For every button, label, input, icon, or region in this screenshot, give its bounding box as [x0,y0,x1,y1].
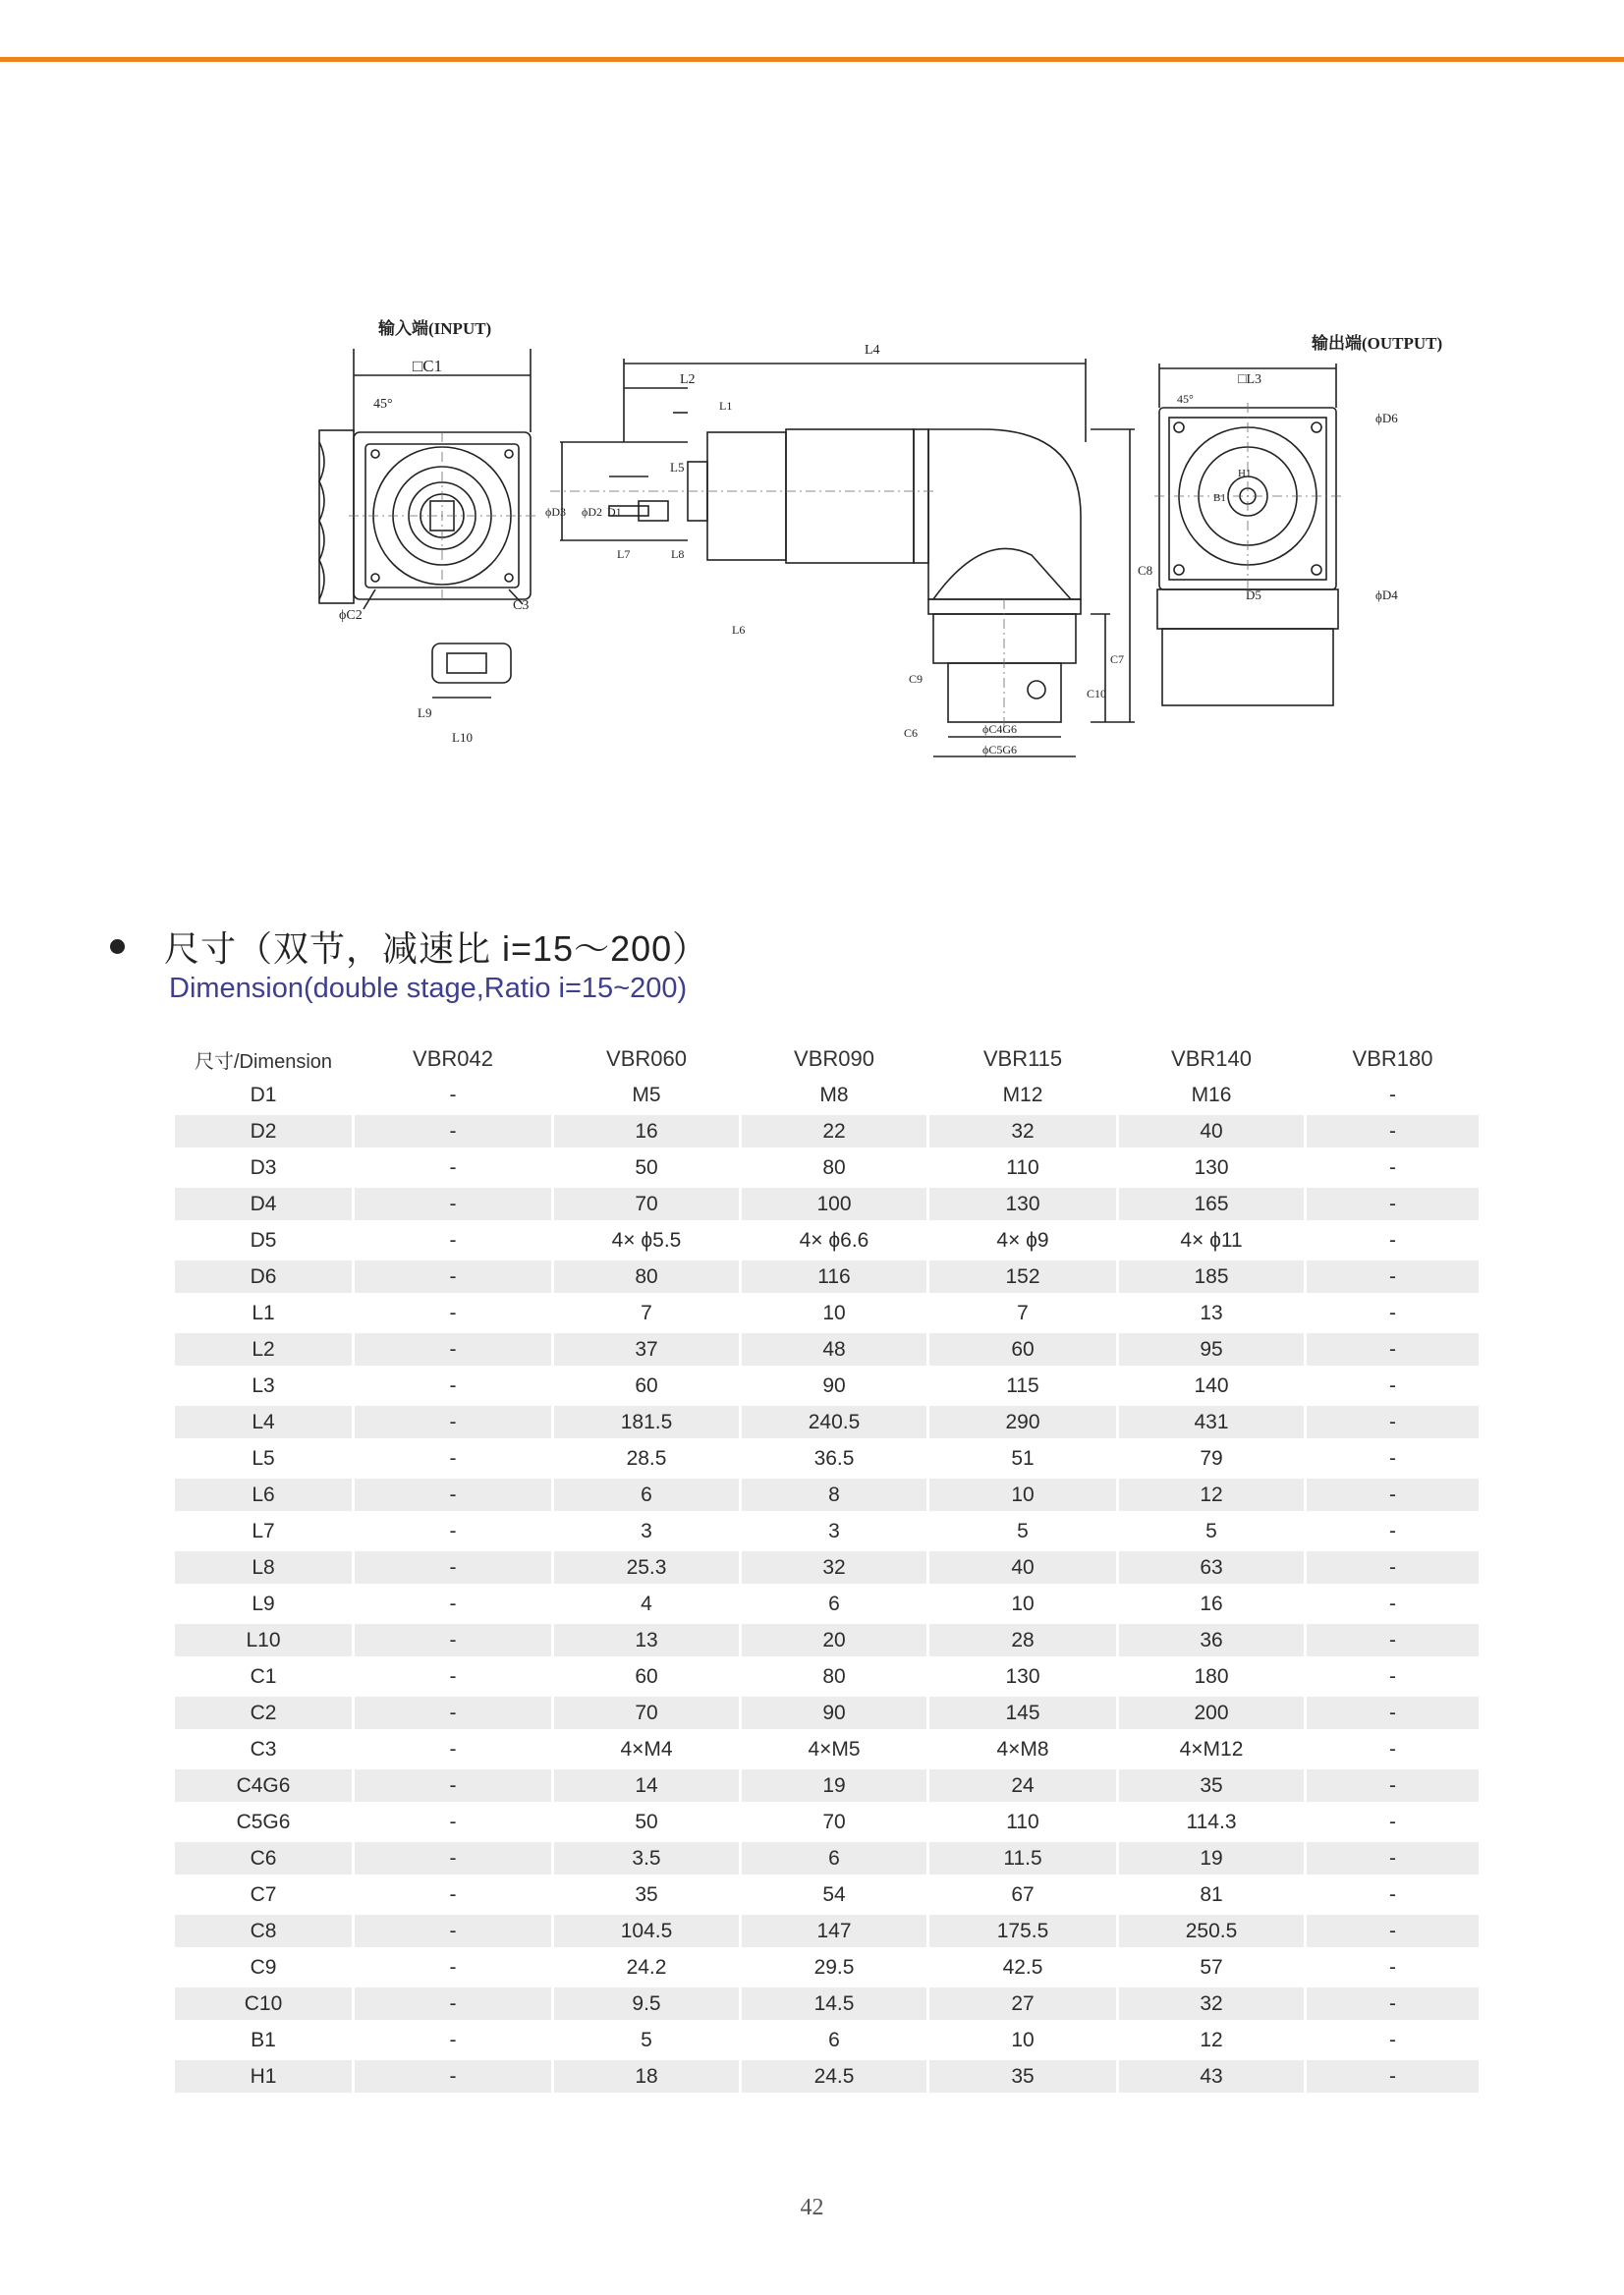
table-row [175,1697,1479,1729]
value-cell: 20 [742,1624,926,1656]
value-cell: 81 [1200,1882,1223,1906]
value-cell: - [1389,1737,1396,1761]
value-cell: 110 [1006,1810,1039,1833]
value-cell: 3 [828,1519,840,1542]
value-cell: 5 [641,2028,652,2051]
value-cell: - [1307,1188,1479,1220]
value-cell: - [355,1987,551,2020]
dimension-label-cell: L3 [252,1373,275,1397]
value-cell: - [449,1882,457,1906]
value-cell: 29.5 [813,1955,855,1979]
label-b1: B1 [1213,492,1226,504]
value-cell: 40 [1119,1115,1304,1148]
value-cell: M12 [1002,1083,1043,1106]
value-cell: 165 [1119,1188,1304,1220]
value-cell: - [449,1228,457,1252]
table-row [175,1333,1479,1366]
dimension-label-cell: D4 [175,1188,352,1220]
table-row [175,1551,1479,1584]
value-cell: - [1389,1664,1396,1688]
dimension-label-cell: C2 [175,1697,352,1729]
value-cell: 60 [635,1664,658,1688]
table-row [175,1769,1479,1802]
value-cell: 14 [554,1769,739,1802]
label-c7: C7 [1110,652,1125,666]
value-cell: 70 [554,1697,739,1729]
value-cell: 100 [742,1188,926,1220]
table-row [175,1987,1479,2020]
value-cell: - [1307,1769,1479,1802]
value-cell: 80 [554,1260,739,1293]
value-cell: - [355,1333,551,1366]
header-cell: VBR060 [606,1046,687,1071]
table-row [175,1151,1479,1184]
value-cell: 147 [742,1915,926,1947]
header-cell: VBR090 [794,1046,874,1071]
table-row [175,1624,1479,1656]
table-row [175,1079,1479,1111]
dimension-label-cell: C10 [175,1987,352,2020]
value-cell: - [355,1260,551,1293]
value-cell: 60 [635,1373,658,1397]
dimension-label-cell: C6 [175,1842,352,1875]
value-cell: 35 [929,2060,1116,2093]
value-cell: 12 [1200,2028,1223,2051]
value-cell: 130 [1194,1155,1229,1179]
value-cell: 48 [742,1333,926,1366]
label-l7: L7 [617,547,631,561]
dimension-label-cell: C9 [250,1955,277,1979]
label-angle-input: 45° [373,397,393,412]
heading-chinese: 尺寸（双节，减速比 i=15～200） [164,928,709,969]
table-row [175,1406,1479,1438]
header-cell: 尺寸/Dimension [194,1050,333,1073]
value-cell: - [1307,1624,1479,1656]
value-cell: - [1389,1882,1396,1906]
value-cell: 130 [1005,1664,1040,1688]
value-cell: 6 [742,1842,926,1875]
table-row [175,1588,1479,1620]
value-cell: 57 [1200,1955,1223,1979]
value-cell: 13 [1200,1301,1223,1324]
value-cell: 4×M8 [996,1737,1049,1761]
table-row [175,1115,1479,1148]
value-cell: - [1307,1697,1479,1729]
value-cell: - [1389,1446,1396,1470]
value-cell: 90 [822,1373,846,1397]
bullet-dot-icon [110,939,125,954]
value-cell: 6 [828,1592,840,1615]
value-cell: - [1307,2060,1479,2093]
value-cell: 90 [742,1697,926,1729]
header-cell: VBR140 [1171,1046,1252,1071]
value-cell: 7 [641,1301,652,1324]
value-cell: 28.5 [626,1446,667,1470]
value-cell: - [449,1519,457,1542]
value-cell: 4×M12 [1179,1737,1244,1761]
value-cell: - [1307,1915,1479,1947]
label-c3: C3 [513,598,530,613]
label-l5: L5 [670,460,685,475]
table-row [175,1442,1479,1475]
value-cell: - [1389,1373,1396,1397]
table-row [175,1660,1479,1693]
value-cell: - [355,1479,551,1511]
value-cell: M16 [1191,1083,1232,1106]
value-cell: 180 [1194,1664,1229,1688]
value-cell: - [355,1406,551,1438]
label-d5: D5 [1246,588,1261,602]
value-cell: 40 [929,1551,1116,1584]
label-c8: C8 [1138,563,1153,578]
value-cell: 181.5 [554,1406,739,1438]
table-header-row [175,1043,1479,1075]
value-cell: 5 [1017,1519,1029,1542]
value-cell: 51 [1011,1446,1035,1470]
dimension-label-cell: L8 [175,1551,352,1584]
value-cell: 4×M5 [808,1737,861,1761]
label-l3: □L3 [1238,372,1262,387]
table-body [175,1079,1479,2093]
table-row [175,1188,1479,1220]
value-cell: 12 [1119,1479,1304,1511]
value-cell: 116 [742,1260,926,1293]
value-cell: 24 [929,1769,1116,1802]
value-cell: 6 [554,1479,739,1511]
value-cell: - [1389,1083,1396,1106]
value-cell: - [1307,1406,1479,1438]
value-cell: 4× ϕ5.5 [611,1228,682,1252]
label-c4: ϕC4G6 [982,722,1017,736]
dimension-label-cell: H1 [175,2060,352,2093]
value-cell: 10 [929,1479,1116,1511]
table-row [175,1515,1479,1547]
value-cell: - [449,1737,457,1761]
table-row [175,1915,1479,1947]
table-row [175,1951,1479,1984]
value-cell: 114.3 [1186,1810,1237,1833]
value-cell: 79 [1200,1446,1223,1470]
dimension-label-cell: L5 [252,1446,275,1470]
label-c10: C10 [1087,687,1107,700]
technical-drawing [295,305,1523,796]
label-d3: ϕD3 [545,505,566,519]
value-cell: - [449,1155,457,1179]
dimension-label-cell: B1 [251,2028,276,2051]
value-cell: - [449,1301,457,1324]
value-cell: - [1389,1955,1396,1979]
label-angle-output: 45° [1177,392,1194,406]
value-cell: 431 [1119,1406,1304,1438]
value-cell: 175.5 [929,1915,1116,1947]
value-cell: 36 [1119,1624,1304,1656]
label-c2: ϕC2 [339,608,363,623]
value-cell: - [1389,1592,1396,1615]
value-cell: 4 [641,1592,652,1615]
value-cell: - [355,1551,551,1584]
dimension-label-cell: L9 [252,1592,275,1615]
value-cell: 6 [828,2028,840,2051]
gearbox-elbow [928,429,1081,599]
value-cell: 9.5 [554,1987,739,2020]
value-cell: 27 [929,1987,1116,2020]
table-row [175,1297,1479,1329]
header-cell: VBR180 [1352,1046,1433,1071]
value-cell: 130 [929,1188,1116,1220]
value-cell: 10 [822,1301,846,1324]
value-cell: 5 [1205,1519,1217,1542]
label-c5: ϕC5G6 [982,743,1017,756]
value-cell: 70 [554,1188,739,1220]
value-cell: 240.5 [742,1406,926,1438]
value-cell: 3.5 [554,1842,739,1875]
value-cell: 10 [1011,1592,1035,1615]
value-cell: - [449,1446,457,1470]
value-cell: 8 [742,1479,926,1511]
value-cell: 24.2 [626,1955,667,1979]
dimension-table [172,1039,1482,2097]
value-cell: 28 [929,1624,1116,1656]
value-cell: 104.5 [554,1915,739,1947]
value-cell: - [355,1915,551,1947]
label-l2: L2 [680,372,696,387]
top-accent-rule [0,57,1624,62]
dimension-label-cell: D6 [175,1260,352,1293]
value-cell: 67 [1011,1882,1035,1906]
label-l4: L4 [865,343,880,358]
gearbox-input-body [707,432,786,560]
value-cell: M8 [819,1083,849,1106]
value-cell: 43 [1119,2060,1304,2093]
dimension-label-cell: C8 [175,1915,352,1947]
label-d1: D1 [607,505,622,519]
value-cell: 70 [822,1810,846,1833]
dimension-label-cell: C4G6 [175,1769,352,1802]
table-row [175,1260,1479,1293]
dimension-label-cell: D1 [250,1083,277,1106]
dimension-label-cell: C1 [250,1664,277,1688]
value-cell: 152 [929,1260,1116,1293]
value-cell: - [1307,1333,1479,1366]
value-cell: 35 [1119,1769,1304,1802]
value-cell: - [1389,1155,1396,1179]
table-row [175,2024,1479,2056]
table-row [175,1842,1479,1875]
value-cell: 50 [635,1155,658,1179]
label-d6: ϕD6 [1375,411,1398,425]
value-cell: 290 [929,1406,1116,1438]
dimension-label-cell: C5G6 [236,1810,291,1833]
value-cell: 95 [1119,1333,1304,1366]
value-cell: 24.5 [742,2060,926,2093]
value-cell: 32 [1119,1987,1304,2020]
dimension-label-cell: D5 [250,1228,277,1252]
dimension-label-cell: C7 [250,1882,277,1906]
output-title: 输出端(OUTPUT) [1312,334,1443,353]
value-cell: - [355,1842,551,1875]
header-cell: VBR115 [982,1046,1063,1071]
dimension-label-cell: L4 [175,1406,352,1438]
dimension-label-cell: D3 [250,1155,277,1179]
value-cell: 60 [929,1333,1116,1366]
label-c1: □C1 [413,357,443,375]
value-cell: - [355,1624,551,1656]
value-cell: 35 [635,1882,658,1906]
value-cell: - [449,1810,457,1833]
dimension-label-cell: L2 [175,1333,352,1366]
section-heading [110,922,708,972]
value-cell: - [1307,1842,1479,1875]
value-cell: 7 [1017,1301,1029,1324]
value-cell: 145 [929,1697,1116,1729]
value-cell: - [1389,1519,1396,1542]
value-cell: 18 [554,2060,739,2093]
value-cell: - [355,1115,551,1148]
value-cell: 32 [929,1115,1116,1148]
value-cell: - [355,1697,551,1729]
value-cell: 14.5 [742,1987,926,2020]
value-cell: 25.3 [554,1551,739,1584]
value-cell: 140 [1194,1373,1229,1397]
value-cell: 13 [554,1624,739,1656]
value-cell: M5 [632,1083,661,1106]
value-cell: - [1307,1260,1479,1293]
dimension-label-cell: L6 [175,1479,352,1511]
value-cell: 3 [641,1519,652,1542]
dimension-label-cell: L10 [175,1624,352,1656]
value-cell: 200 [1119,1697,1304,1729]
label-d4: ϕD4 [1375,588,1398,602]
dimension-label-cell: L7 [252,1519,275,1542]
dimension-label-cell: C3 [250,1737,277,1761]
label-l6: L6 [732,623,746,637]
label-l10: L10 [452,730,473,745]
value-cell: - [449,1592,457,1615]
value-cell: 110 [1006,1155,1039,1179]
value-cell: 22 [742,1115,926,1148]
label-l8: L8 [671,547,685,561]
dimension-label-cell: D2 [175,1115,352,1148]
value-cell: 37 [554,1333,739,1366]
label-h1: H1 [1238,468,1252,479]
value-cell: 16 [554,1115,739,1148]
drawing-svg [295,305,1523,796]
heading-english: Dimension(double stage,Ratio i=15~200) [169,973,688,1004]
value-cell: - [1389,1228,1396,1252]
value-cell: - [449,2028,457,2051]
value-cell: - [355,1769,551,1802]
value-cell: 10 [1011,2028,1035,2051]
table-row [175,1224,1479,1257]
value-cell: - [1307,1987,1479,2020]
value-cell: - [1389,1810,1396,1833]
value-cell: - [355,2060,551,2093]
table-row [175,1806,1479,1838]
value-cell: - [1307,1551,1479,1584]
table-row [175,1370,1479,1402]
value-cell: 115 [1006,1373,1039,1397]
table-row [175,2060,1479,2093]
value-cell: 32 [742,1551,926,1584]
value-cell: 63 [1119,1551,1304,1584]
value-cell: 4×M4 [620,1737,673,1761]
value-cell: 11.5 [929,1842,1116,1875]
header-cell: VBR042 [413,1046,493,1071]
value-cell: 4× ϕ9 [996,1228,1049,1252]
page-number: 42 [800,2195,824,2220]
value-cell: - [1307,1479,1479,1511]
value-cell: 54 [822,1882,846,1906]
input-title: 输入端(INPUT) [378,319,492,338]
value-cell: 19 [1119,1842,1304,1875]
table-row [175,1479,1479,1511]
value-cell: - [449,1373,457,1397]
value-cell: 42.5 [1002,1955,1043,1979]
value-cell: 16 [1200,1592,1223,1615]
value-cell: - [449,1083,457,1106]
value-cell: 250.5 [1119,1915,1304,1947]
value-cell: 50 [635,1810,658,1833]
label-l1: L1 [719,399,733,413]
value-cell: 4× ϕ11 [1180,1228,1243,1252]
dimension-label-cell: L1 [252,1301,275,1324]
value-cell: - [355,1188,551,1220]
label-l9: L9 [418,705,432,720]
value-cell: 185 [1119,1260,1304,1293]
value-cell: - [449,1664,457,1688]
value-cell: 80 [822,1664,846,1688]
table-row [175,1733,1479,1765]
table-row [175,1878,1479,1911]
value-cell: 36.5 [813,1446,855,1470]
value-cell: - [1389,2028,1396,2051]
gearbox-middle-body [786,429,914,563]
value-cell: - [1307,1115,1479,1148]
output-housing [933,614,1076,663]
value-cell: 4× ϕ6.6 [799,1228,869,1252]
value-cell: 19 [742,1769,926,1802]
value-cell: - [1389,1301,1396,1324]
label-d2: ϕD2 [582,505,602,519]
value-cell: 80 [822,1155,846,1179]
value-cell: - [449,1955,457,1979]
label-c6: C6 [904,726,919,740]
label-c9: C9 [909,672,924,686]
